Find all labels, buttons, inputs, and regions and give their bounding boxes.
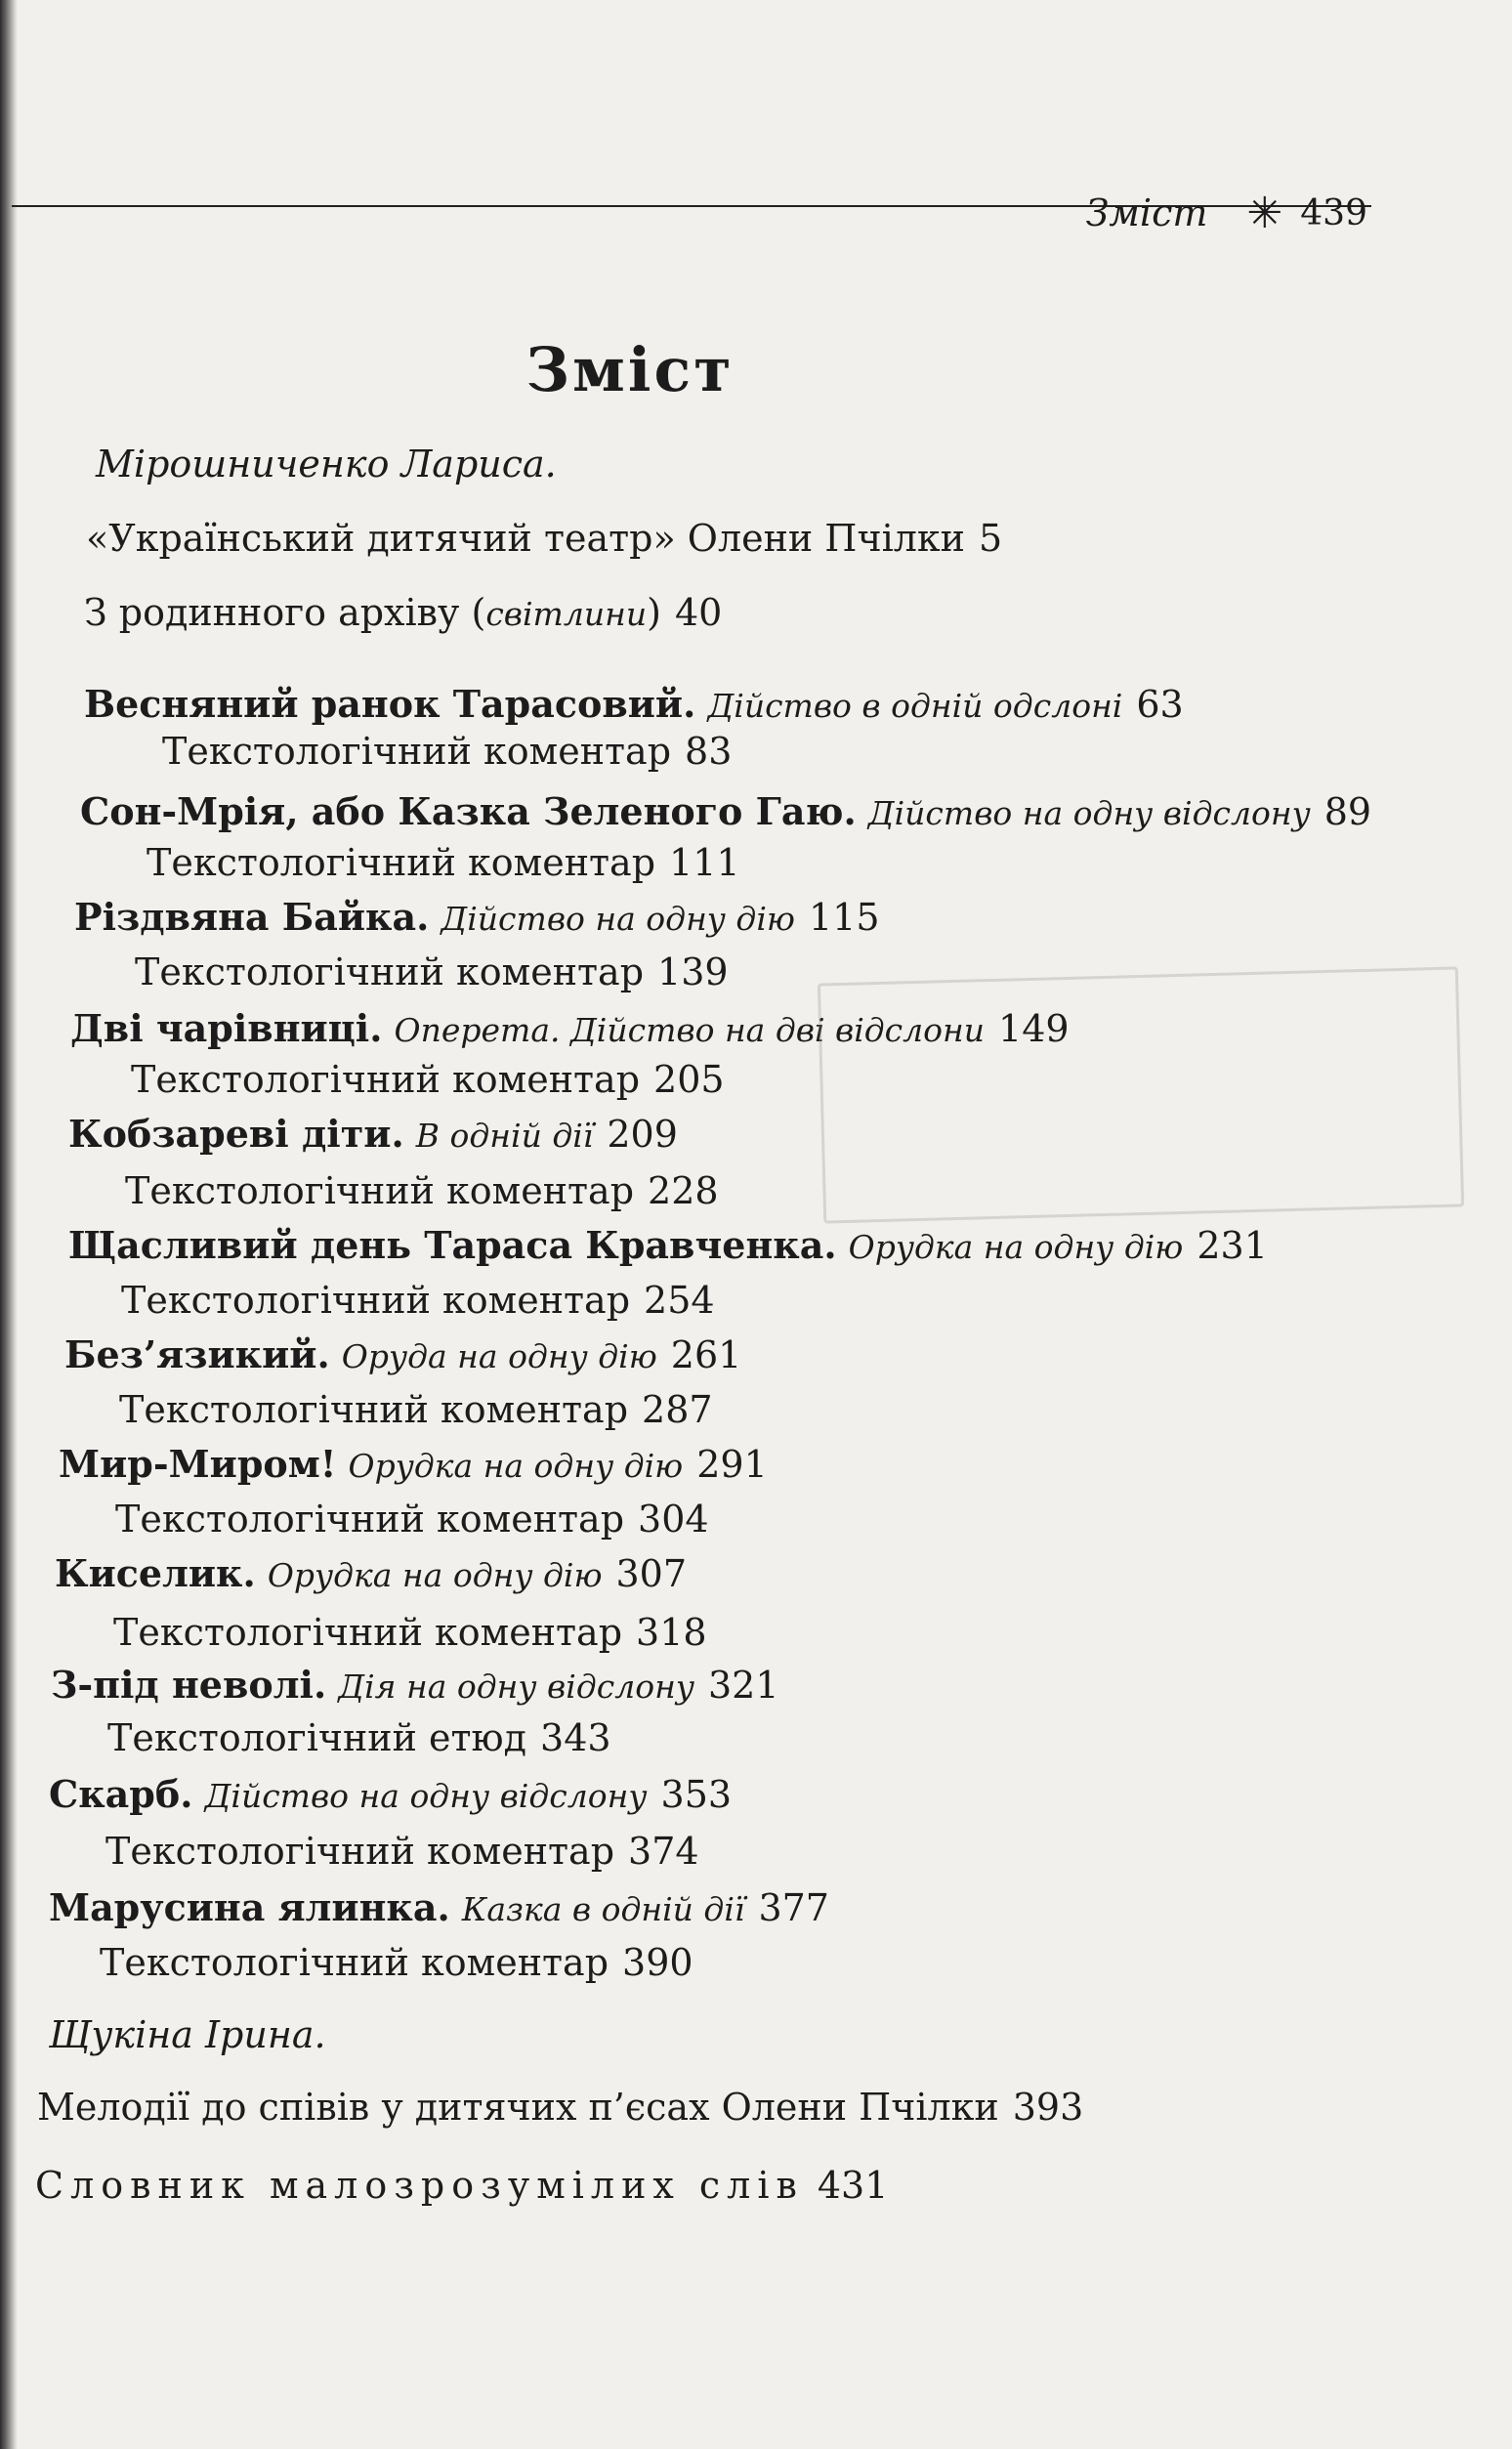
toc-entry [64, 1332, 741, 1379]
entry-page: 40 [674, 591, 723, 634]
entry-title: «Український дитячий театр» Олени Пчілки [86, 517, 965, 560]
entry-page: 353 [660, 1773, 733, 1816]
commentary-label: Текстологічний коментар [113, 1611, 623, 1654]
entry-page: 89 [1323, 790, 1372, 833]
entry-page: 205 [653, 1058, 725, 1101]
entry-paren: ) [647, 591, 661, 634]
toc-entry-article [86, 516, 1002, 561]
running-head [977, 184, 1367, 242]
entry-page: 254 [644, 1279, 715, 1322]
toc-subentry [119, 1387, 713, 1432]
play-genre: Дія на одну відслону [338, 1668, 694, 1706]
toc-entry [59, 1442, 768, 1489]
toc-entry [68, 1112, 678, 1159]
author-name: Мірошниченко Лариса. [96, 443, 557, 486]
toc-subentry [113, 1610, 707, 1655]
play-title: Щасливий день Тараса Кравченка. [68, 1223, 837, 1267]
commentary-label: Текстологічний етюд [107, 1716, 527, 1759]
entry-title: Мелодії до співів у дитячих п’єсах Олени Пчілки [37, 2086, 999, 2129]
toc-entry [49, 1772, 732, 1819]
play-title: Кобзареві діти. [68, 1112, 404, 1156]
entry-page: 318 [636, 1611, 707, 1654]
toc-subentry [135, 950, 729, 994]
play-genre: Оперета. Дійство на дві відслони [394, 1011, 986, 1049]
toc-subentry [100, 1940, 693, 1985]
commentary-label: Текстологічний коментар [162, 730, 672, 773]
play-genre: В одній дії [415, 1117, 594, 1155]
play-genre: Орудка на одну дію [348, 1447, 684, 1485]
play-title: Весняний ранок Тарасовий. [84, 682, 696, 726]
play-title: З-під неволі. [51, 1663, 327, 1707]
toc-entry [49, 1885, 829, 1932]
toc-subentry [115, 1497, 709, 1541]
commentary-label: Текстологічний коментар [131, 1058, 641, 1101]
toc-entry [70, 1006, 1070, 1053]
entry-page: 307 [615, 1552, 688, 1595]
entry-note: світлини [485, 595, 648, 633]
play-genre: Дійство на одну відслону [204, 1777, 648, 1815]
play-title: Дві чарівниці. [70, 1006, 383, 1050]
page-title: Зміст [525, 334, 735, 405]
toc-subentry [121, 1278, 715, 1323]
play-title: Мир-Миром! [59, 1442, 337, 1486]
entry-page: 321 [707, 1664, 779, 1707]
toc-subentry [107, 1715, 611, 1760]
play-genre: Казка в одній дії [461, 1890, 745, 1928]
entry-page: 111 [669, 841, 740, 884]
toc-entry [55, 1551, 687, 1598]
commentary-label: Текстологічний коментар [121, 1279, 631, 1322]
author-line [49, 2012, 326, 2057]
entry-page: 63 [1136, 683, 1184, 726]
entry-page: 377 [758, 1886, 829, 1929]
play-title: Сон-Мрія, або Казка Зеленого Гаю. [80, 789, 857, 833]
play-title: Киселик. [55, 1551, 256, 1595]
entry-page: 374 [628, 1830, 699, 1873]
entry-page: 431 [817, 2164, 889, 2207]
author-name: Щукіна Ірина. [49, 2013, 326, 2056]
entry-page: 231 [1197, 1224, 1268, 1267]
toc-entry [51, 1663, 779, 1710]
play-title: Без’язикий. [64, 1332, 330, 1376]
play-title: Марусина ялинка. [49, 1885, 450, 1929]
toc-entry-glossary [35, 2163, 888, 2208]
commentary-label: Текстологічний коментар [125, 1169, 635, 1212]
toc-subentry [125, 1168, 719, 1213]
entry-page: 83 [685, 730, 733, 773]
commentary-label: Текстологічний коментар [119, 1388, 629, 1431]
commentary-label: Текстологічний коментар [147, 841, 656, 884]
entry-title: З родинного архіву ( [84, 591, 486, 634]
entry-page: 287 [642, 1388, 713, 1431]
page-number: 439 [1300, 192, 1367, 233]
toc-entry [74, 895, 880, 942]
entry-page: 209 [607, 1113, 678, 1156]
toc-entry [80, 789, 1371, 836]
asterisk-ornament-icon: ✳ [1246, 188, 1283, 238]
toc-subentry [147, 840, 740, 885]
entry-page: 304 [638, 1498, 709, 1541]
play-genre: Орудка на одну дію [267, 1556, 603, 1594]
play-genre: Орудка на одну дію [848, 1228, 1184, 1266]
play-genre: Дійство на одну відслону [867, 794, 1311, 832]
commentary-label: Текстологічний коментар [105, 1830, 615, 1873]
running-head-title: Зміст [1085, 191, 1208, 234]
toc-subentry [162, 729, 732, 774]
play-genre: Оруда на одну дію [341, 1337, 657, 1375]
entry-page: 228 [648, 1169, 719, 1212]
toc-entry [84, 682, 1184, 729]
entry-page: 291 [696, 1443, 768, 1486]
play-title: Різдвяна Байка. [74, 895, 430, 939]
library-stamp-mark [818, 966, 1464, 1223]
entry-page: 5 [978, 517, 1003, 560]
toc-entry-article [37, 2085, 1083, 2130]
entry-page: 390 [622, 1941, 693, 1984]
entry-page: 115 [808, 896, 880, 939]
play-genre: Дійство в одній одслоні [707, 687, 1123, 725]
toc-subentry [105, 1829, 699, 1874]
entry-page: 343 [540, 1716, 611, 1759]
author-line [96, 442, 557, 486]
commentary-label: Текстологічний коментар [100, 1941, 609, 1984]
entry-page: 393 [1012, 2086, 1084, 2129]
commentary-label: Текстологічний коментар [135, 950, 645, 993]
entry-page: 139 [657, 950, 729, 993]
commentary-label: Текстологічний коментар [115, 1498, 625, 1541]
toc-entry [68, 1223, 1268, 1270]
toc-entry-archive [84, 590, 722, 637]
entry-page: 149 [998, 1007, 1070, 1050]
entry-title: Словник малозрозумілих слів [35, 2164, 804, 2207]
toc-subentry [131, 1057, 725, 1102]
play-title: Скарб. [49, 1772, 193, 1816]
entry-page: 261 [670, 1333, 742, 1376]
play-genre: Дійство на одну дію [441, 900, 795, 938]
